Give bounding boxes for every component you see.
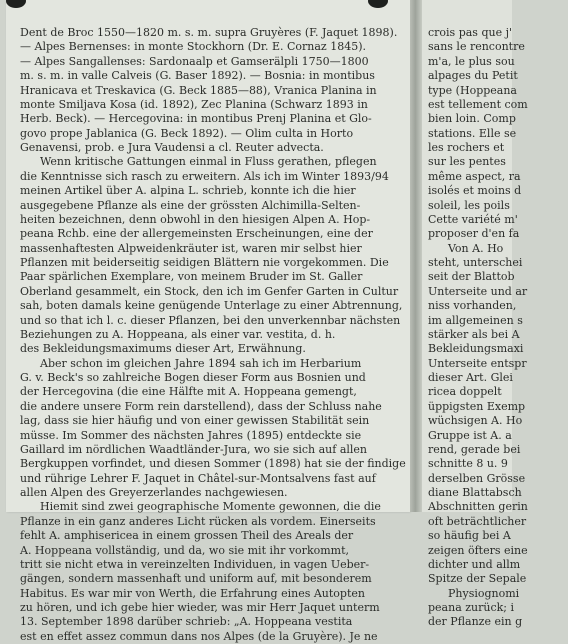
text-line: type (Hoppeana	[428, 83, 517, 97]
text-line: dieser Art. Glei	[428, 371, 513, 384]
text-line: des Bekleidungsmaximums dieser Art, Erwähnung.	[20, 342, 306, 356]
text-line: bien loin. Comp	[428, 112, 516, 126]
text-line: Gruppe ist A. a	[428, 428, 512, 442]
right-text-column	[428, 26, 568, 630]
text-line: est en effet assez commun dans nos Alpes (de la Gruyère). Je ne	[20, 629, 378, 643]
text-line: Unterseite entspr	[428, 356, 527, 370]
text-line: Oberland gesammelt, ein Stock, den ich im Genfer Garten in Cultur	[20, 284, 399, 298]
text-line: Hranicava et Treskavica (G. Beck 1885—88), Vranica Planina in	[20, 83, 377, 97]
text-line: sur les pentes	[428, 155, 506, 169]
text-line: Pflanzen mit beiderseitig seidigen Blättern nie vorgekommen. Die	[20, 256, 389, 269]
text-line: Dent de Broc 1550—1820 m. s. m. supra Gruyères (F. Jaquet 1898).	[20, 26, 398, 39]
text-line: rend, gerade bei	[428, 442, 521, 456]
text-line: die andere unsere Form rein darstellend), dass der Schluss nahe	[20, 399, 382, 413]
text-line: Gaillard im nördlichen Waadtländer-Jura, wo sie sich auf allen	[20, 442, 368, 456]
right-page	[422, 0, 528, 629]
text-line: meinen Artikel über A. alpina L. schrieb, konnte ich die hier	[20, 184, 356, 198]
text-line: zeigen öfters eine	[428, 543, 528, 557]
left-page	[6, 0, 410, 643]
text-line: Cette variété m'	[428, 212, 518, 226]
text-line: im allgemeinen s	[428, 313, 523, 327]
text-line: sah, boten damals keine genügende Unterlage zu einer Abtrennung,	[20, 299, 403, 313]
text-line: ausgegebene Pflanze als eine der grössten Alchimilla-Selten-	[20, 198, 361, 212]
text-line: Physiognomi	[448, 586, 520, 600]
left-text-column	[20, 26, 404, 644]
text-line: Aber schon im gleichen Jahre 1894 sah ich im Herbarium	[40, 356, 362, 370]
text-line: les rochers et	[428, 141, 505, 154]
text-line: m. s. m. in valle Calveis (G. Baser 1892). — Bosnia: in montibus	[20, 69, 375, 83]
text-line: crois pas que j'	[428, 26, 513, 39]
text-line: dichter und allm	[428, 557, 521, 571]
text-line: — Alpes Bernenses: in monte Stockhorn (Dr. E. Cornaz 1845).	[20, 40, 366, 54]
text-line: 13. September 1898 darüber schrieb: „A. Hoppeana vestita	[20, 615, 353, 629]
text-line: stations. Elle se	[428, 126, 517, 140]
text-line: so häufig bei A	[428, 529, 511, 543]
text-line: peana zurück; i	[428, 601, 515, 614]
text-line: der Pflanze ein g	[428, 615, 523, 629]
text-line: Genavensi, prob. e Jura Vaudensi a cl. Reuter advecta.	[20, 141, 324, 154]
text-line: die Kenntnisse sich rasch zu erweitern. Als ich im Winter 1893/94	[20, 169, 389, 183]
text-line: Habitus. Es war mir von Werth, die Erfahrung eines Autopten	[20, 586, 365, 600]
text-line: Paar spärlichen Exemplare, von meinem Bruder im St. Galler	[20, 270, 363, 284]
text-line: Wenn kritische Gattungen einmal in Fluss gerathen, pflegen	[40, 155, 377, 169]
text-line: und rührige Lehrer F. Jaquet in Châtel-sur-Montsalvens fast auf	[20, 471, 376, 485]
book-gutter	[410, 0, 422, 512]
text-line: même aspect, ra	[428, 169, 521, 183]
text-line: govo prope Jablanica (G. Beck 1892). — Olim culta in Horto	[20, 126, 354, 140]
text-line: peana Rchb. eine der allergemeinsten Erscheinungen, eine der	[20, 227, 373, 241]
text-line: müsse. Im Sommer des nächsten Jahres (1895) entdeckte sie	[20, 428, 362, 442]
text-line: massenhaftesten Alpweidenkräuter ist, waren mir selbst hier	[20, 241, 362, 255]
text-line: — Alpes Sangallenses: Sardonaalp et Gamserälpli 1750—1800	[20, 54, 369, 68]
text-line: Bekleidungsmaxi	[428, 342, 524, 356]
text-line: oft beträchtlicher	[428, 514, 527, 528]
text-line: soleil, les poils	[428, 198, 510, 212]
text-line: Pflanze in ein ganz anderes Licht rücken als vordem. Einerseits	[20, 514, 376, 528]
text-line: m'a, le plus sou	[428, 54, 515, 68]
text-line: wüchsigen A. Ho	[428, 414, 523, 428]
text-line: isolés et moins d	[428, 184, 522, 198]
text-line: diane Blattabsch	[428, 486, 522, 499]
text-line: allen Alpen des Greyerzerlandes nachgewiesen.	[20, 486, 288, 499]
text-line: stärker als bei A	[428, 327, 520, 341]
text-line: ricea doppelt	[428, 385, 502, 399]
text-line: Unterseite und ar	[428, 284, 528, 298]
text-line: monte Smiljava Kosa (id. 1892), Zec Planina (Schwarz 1893 in	[20, 97, 368, 111]
text-line: A. Hoppeana vollständig, und da, wo sie mit ihr vorkommt,	[20, 543, 350, 557]
text-line: Herb. Beck). — Hercegovina: in montibus Prenj Planina et Glo-	[20, 112, 372, 126]
text-line: üppigsten Exemp	[428, 399, 526, 413]
text-line: Bergkuppen vorfindet, und diesen Sommer (1898) hat sie der findige	[20, 457, 406, 471]
text-line: schnitte 8 u. 9	[428, 457, 508, 471]
text-line: Hiemit sind zwei geographische Momente gewonnen, die die	[40, 500, 381, 514]
text-line: lag, dass sie hier häufig und von einer gewissen Stabilität sein	[20, 414, 370, 428]
text-line: der Hercegovina (die eine Hälfte mit A. Hoppeana gemengt,	[20, 385, 357, 399]
text-line: und so that ich l. c. dieser Pflanzen, bei den unverkennbar nächsten	[20, 313, 401, 327]
text-line: proposer d'en fa	[428, 227, 520, 241]
text-line: fehlt A. amphisericea in einem grossen Theil des Areals der	[20, 529, 354, 543]
text-line: steht, unterschei	[428, 256, 523, 269]
text-line: zu hören, und ich gebe hier wieder, was mir Herr Jaquet unterm	[20, 601, 380, 614]
text-line: Abschnitten gerin	[428, 500, 528, 514]
text-line: gängen, sondern massenhaft und uniform auf, mit besonderem	[20, 572, 372, 586]
text-line: Beziehungen zu A. Hoppeana, als einer var. vestita, d. h.	[20, 327, 336, 341]
text-line: G. v. Beck's so zahlreiche Bogen dieser Form aus Bosnien und	[20, 371, 366, 384]
text-line: seit der Blattob	[428, 270, 515, 284]
text-line: sans le rencontre	[428, 40, 525, 54]
text-line: tritt sie nicht etwa in vereinzelten Individuen, in vagen Ueber-	[20, 557, 370, 571]
text-line: heiten bezeichnen, denn obwohl in den hiesigen Alpen A. Hop-	[20, 212, 371, 226]
text-line: niss vorhanden,	[428, 299, 517, 313]
text-line: derselben Grösse	[428, 471, 526, 485]
text-line: alpages du Petit	[428, 69, 518, 83]
text-line: Spitze der Sepale	[428, 572, 527, 586]
text-line: Von A. Ho	[448, 241, 504, 255]
text-line: est tellement com	[428, 97, 528, 111]
